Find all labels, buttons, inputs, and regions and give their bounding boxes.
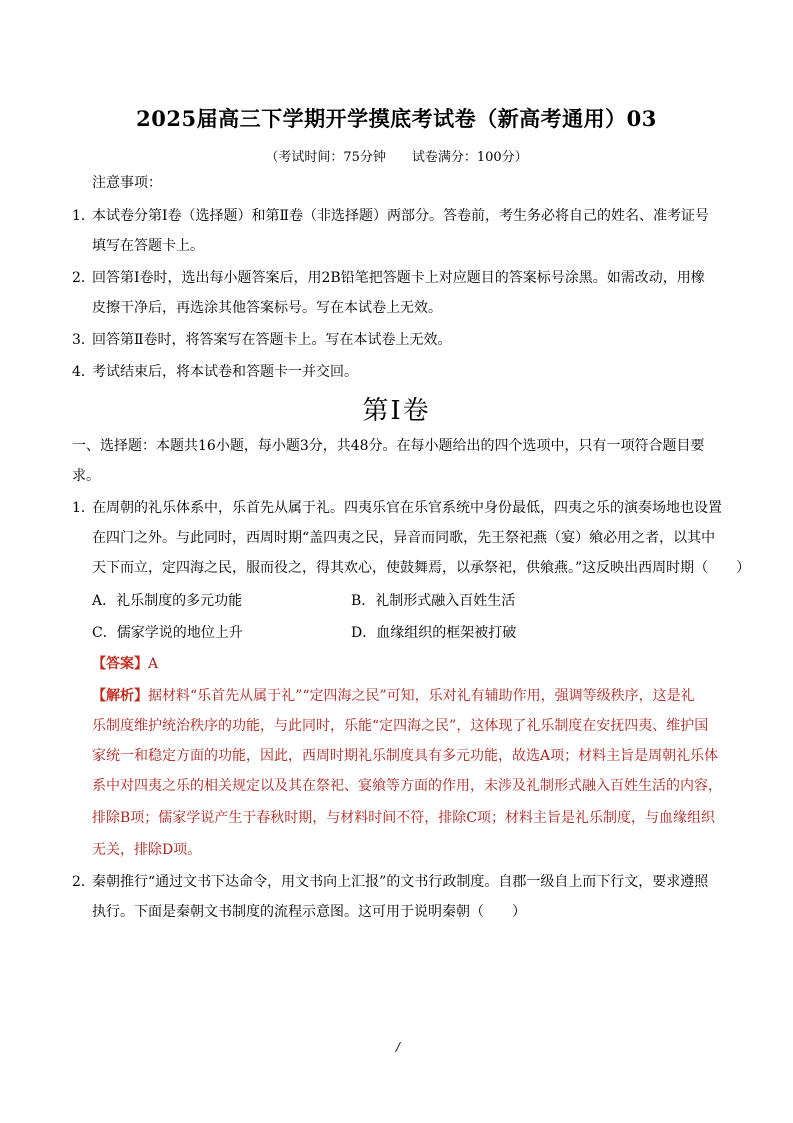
question-number: 2． <box>72 874 95 890</box>
option-c: C．儒家学说的地位上升 <box>92 625 243 641</box>
analysis-label: 【解析】 <box>92 688 148 704</box>
section-intro: 一、选择题：本题共16小题，每小题3分，共48分。在每小题给出的四个选项中，只有一项符合题目要 <box>72 438 705 454</box>
section-title: 第Ⅰ卷 <box>362 396 431 426</box>
exam-title: 2025届高三下学期开学摸底考试卷（新高考通用）03 <box>136 106 657 131</box>
question-text: 在周朝的礼乐体系中，乐首先从属于礼。四夷乐官在乐官系统中身份最低，四夷之乐的演奏场地也设置 <box>92 500 722 516</box>
notice-number: 4． <box>72 364 95 380</box>
analysis-line <box>92 686 695 706</box>
page-mark: / <box>396 1040 401 1054</box>
notice-line: 回答第Ⅰ卷时，选出每小题答案后，用2B铅笔把答题卡上对应题目的答案标号涂黑。如需改动，用橡 <box>92 270 705 286</box>
analysis-text: 家统一和稳定方面的功能，因此，西周时期礼乐制度具有多元功能，故选A项；材料主旨是周朝礼乐体 <box>92 748 719 764</box>
notice-heading: 注意事项： <box>92 175 162 191</box>
analysis-text: 据材料“乐首先从属于礼”“定四海之民”可知，乐对礼有辅助作用，强调等级秩序，这是礼 <box>148 688 695 704</box>
option-b: B．礼制形式融入百姓生活 <box>351 593 516 609</box>
analysis-text: 乐制度维护统治秩序的功能，与此同时，乐能“定四海之民”，这体现了礼乐制度在安抚四夷、维护国 <box>92 718 709 734</box>
notice-number: 3． <box>72 332 95 348</box>
answer-label: 【答案】 <box>92 656 148 672</box>
question-number: 1． <box>72 500 95 516</box>
notice-line: 回答第Ⅱ卷时，将答案写在答题卡上。写在本试卷上无效。 <box>92 332 452 348</box>
answer-value: A <box>148 656 159 672</box>
notice-number: 1． <box>72 208 95 224</box>
question-text: 秦朝推行“通过文书下达命令，用文书向上汇报”的文书行政制度。自郡一级自上而下行文，要求遵照 <box>92 874 709 890</box>
notice-line: 填写在答题卡上。 <box>92 238 204 254</box>
notice-line: 本试卷分第Ⅰ卷（选择题）和第Ⅱ卷（非选择题）两部分。答卷前，考生务必将自己的姓名、准考证号 <box>92 208 710 224</box>
notice-line: 考试结束后，将本试卷和答题卡一并交回。 <box>92 364 358 380</box>
question-text: 在四门之外。与此同时，西周时期“盖四夷之民，异音而同歌，先王祭祀燕（宴）飨必用之者，以其中 <box>92 530 716 546</box>
notice-number: 2． <box>72 270 95 286</box>
analysis-text: 系中对四夷之乐的相关规定以及其在祭祀、宴飨等方面的作用，未涉及礼制形式融入百姓生活的内容， <box>92 778 722 794</box>
option-d: D．血缘组织的框架被打破 <box>351 625 517 641</box>
question-text: 执行。下面是秦朝文书制度的流程示意图。这可用于说明秦朝（ ） <box>92 904 526 920</box>
analysis-text: 排除B项；儒家学说产生于春秋时期，与材料时间不符，排除C项；材料主旨是礼乐制度，与血缘组织 <box>92 810 715 826</box>
section-intro: 求。 <box>72 468 100 484</box>
notice-line: 皮擦干净后，再选涂其他答案标号。写在本试卷上无效。 <box>92 300 442 316</box>
answer-line <box>92 654 158 674</box>
question-text: 天下而立，定四海之民，服而役之，得其欢心，使鼓舞焉，以承祭祀，供飨燕。”这反映出西周时期（ ） <box>92 560 751 576</box>
analysis-text: 无关，排除D项。 <box>92 842 202 858</box>
option-a: A．礼乐制度的多元功能 <box>92 593 243 609</box>
exam-subtitle: （考试时间：75分钟 试卷满分：100分） <box>265 150 528 165</box>
